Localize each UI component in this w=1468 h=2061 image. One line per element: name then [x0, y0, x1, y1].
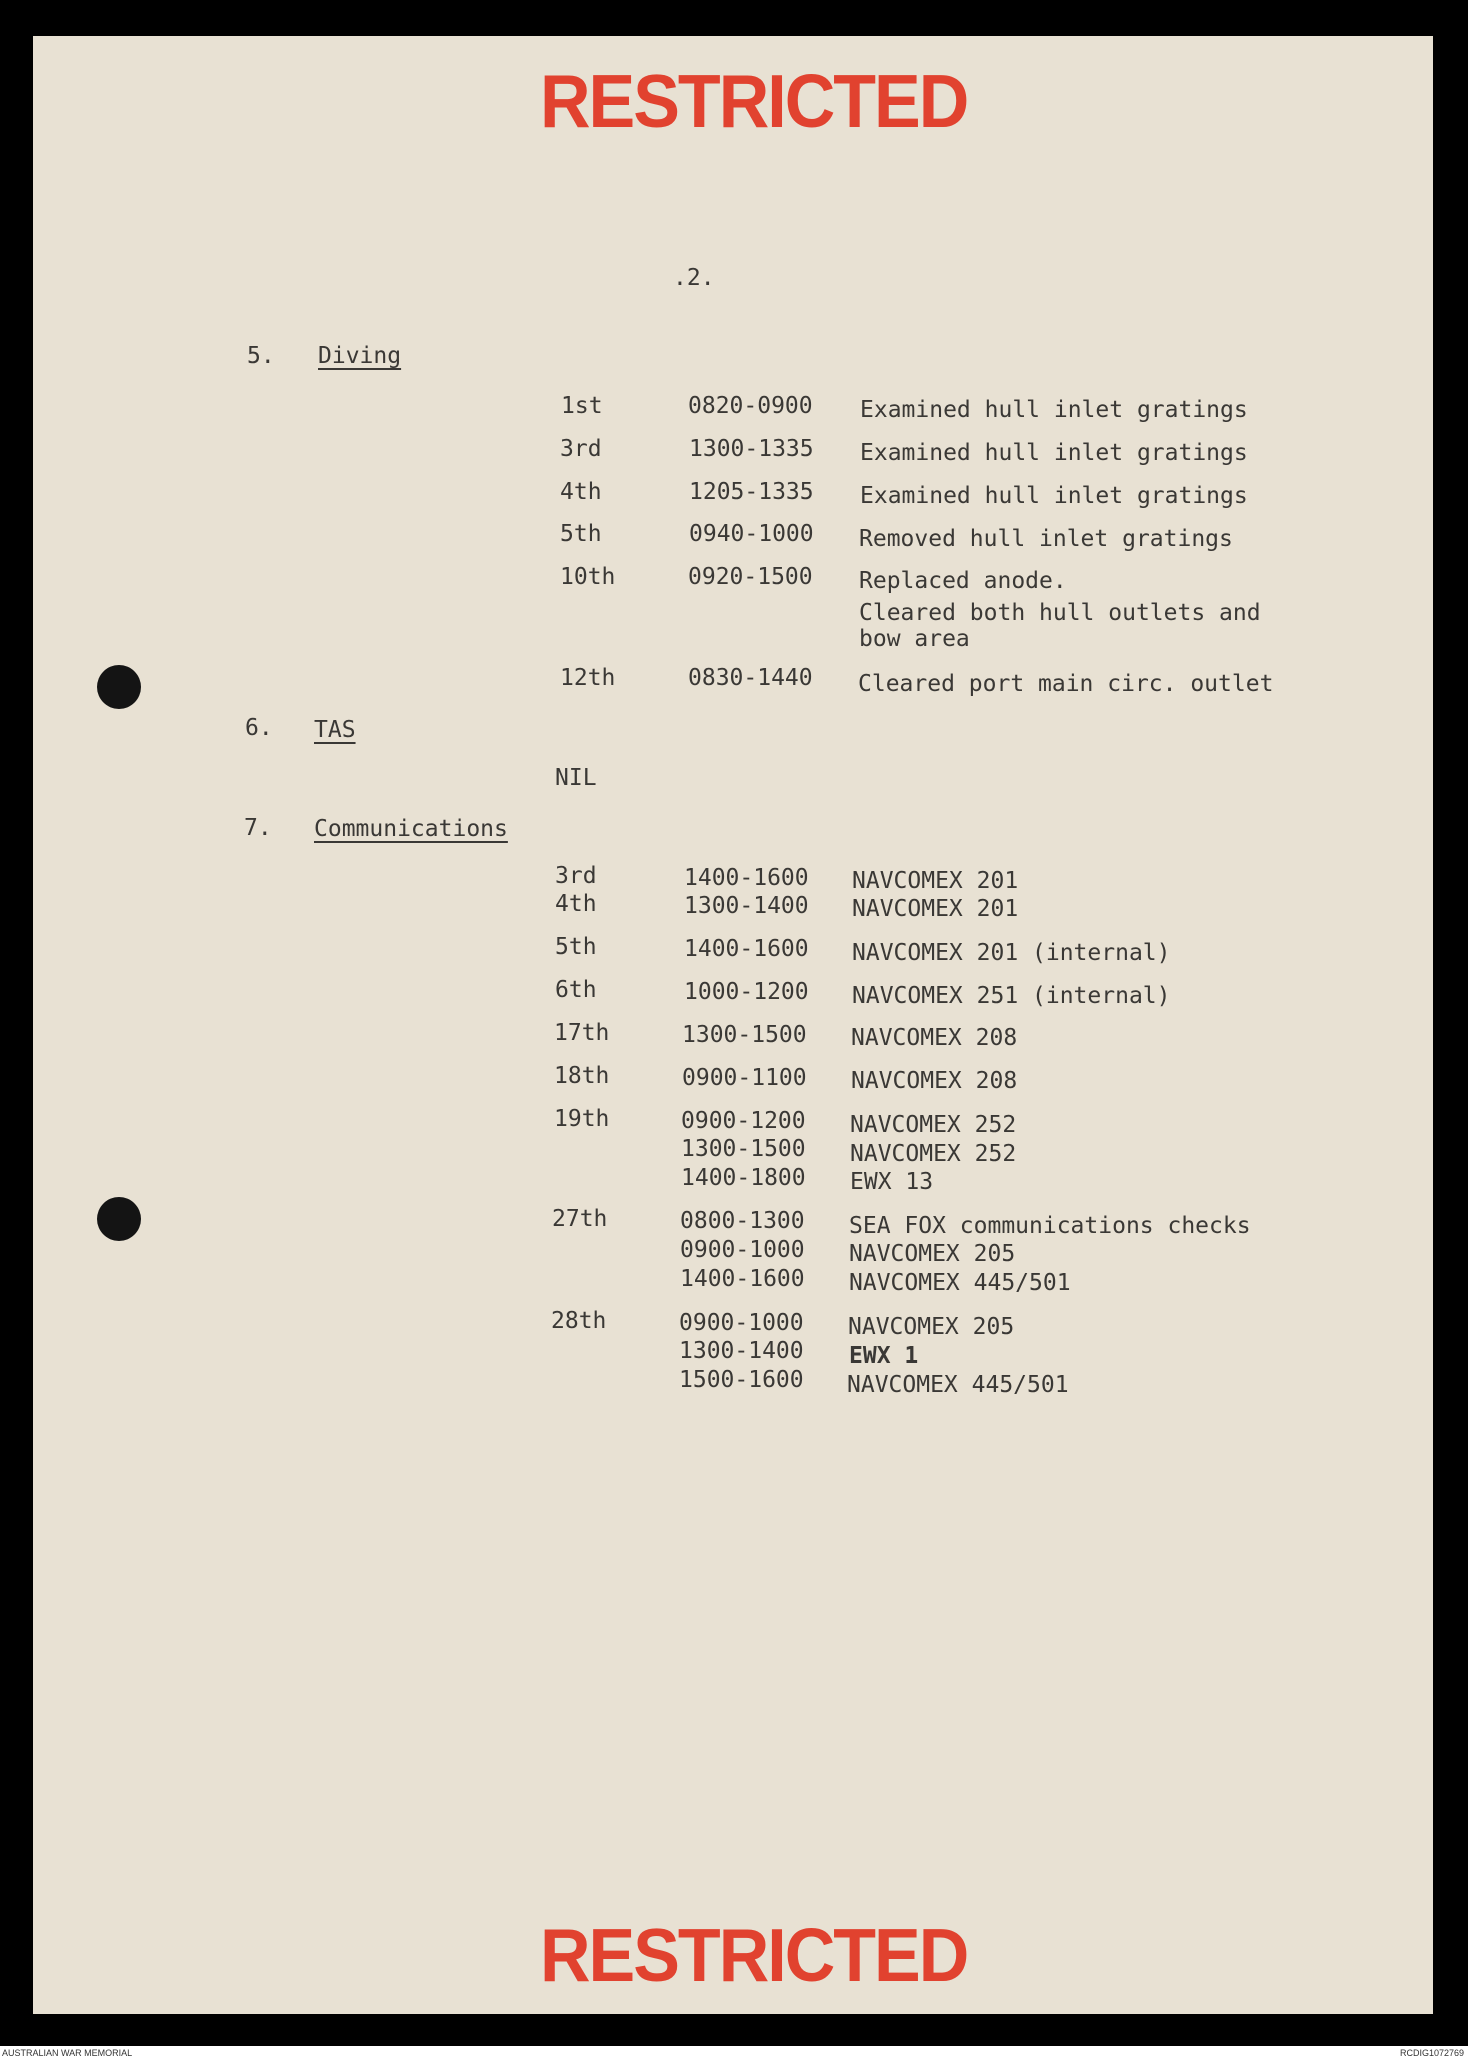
comms-desc: NAVCOMEX 201: [852, 896, 1019, 922]
section-title-diving: Diving: [318, 343, 402, 369]
comms-time: 1300-1500: [682, 1022, 807, 1048]
comms-time: 0900-1100: [682, 1065, 807, 1091]
diving-desc: Examined hull inlet gratings: [860, 397, 1248, 423]
comms-time: 1300-1500: [681, 1136, 806, 1162]
archive-reference: RCDIG1072769: [1399, 2048, 1464, 2058]
diving-time: 0820-0900: [688, 393, 813, 419]
comms-time: 1500-1600: [679, 1367, 804, 1393]
comms-day: 17th: [554, 1020, 610, 1046]
section-number-communications: 7.: [244, 815, 272, 841]
diving-day: 12th: [560, 665, 616, 691]
comms-day: 18th: [554, 1063, 610, 1089]
punch-hole-top: [97, 665, 141, 709]
comms-desc: NAVCOMEX 252: [850, 1112, 1017, 1138]
comms-desc: EWX 1: [849, 1343, 919, 1369]
diving-time: 0830-1440: [688, 665, 813, 691]
diving-day: 10th: [560, 564, 616, 590]
comms-day: 3rd: [555, 863, 597, 889]
diving-desc: Cleared both hull outlets and: [859, 600, 1261, 626]
tas-value: NIL: [555, 765, 597, 791]
comms-time: 0800-1300: [680, 1208, 805, 1234]
diving-desc: bow area: [859, 626, 970, 652]
diving-day: 1st: [561, 393, 603, 419]
comms-desc: NAVCOMEX 445/501: [849, 1270, 1071, 1296]
comms-time: 1400-1600: [684, 865, 809, 891]
comms-desc: NAVCOMEX 208: [851, 1068, 1018, 1094]
comms-day: 27th: [552, 1206, 608, 1232]
diving-desc: Examined hull inlet gratings: [860, 483, 1248, 509]
comms-time: 1300-1400: [684, 893, 809, 919]
comms-desc: NAVCOMEX 252: [850, 1141, 1017, 1167]
comms-time: 1400-1800: [681, 1165, 806, 1191]
comms-day: 6th: [555, 977, 597, 1003]
section-number-diving: 5.: [247, 343, 275, 369]
restricted-stamp-bottom: RESTRICTED: [540, 1912, 968, 1998]
restricted-stamp-top: RESTRICTED: [540, 58, 968, 144]
diving-time: 0920-1500: [688, 564, 813, 590]
diving-desc: Removed hull inlet gratings: [859, 526, 1233, 552]
diving-day: 5th: [560, 521, 602, 547]
page-number: .2.: [673, 265, 715, 291]
comms-time: 0900-1000: [680, 1237, 805, 1263]
diving-desc: Examined hull inlet gratings: [860, 440, 1248, 466]
comms-desc: NAVCOMEX 205: [848, 1314, 1015, 1340]
punch-hole-bottom: [97, 1197, 141, 1241]
comms-day: 19th: [554, 1106, 610, 1132]
archive-credit: AUSTRALIAN WAR MEMORIAL: [2, 2048, 133, 2058]
diving-time: 1300-1335: [689, 436, 814, 462]
comms-time: 1300-1400: [679, 1338, 804, 1364]
comms-day: 4th: [555, 891, 597, 917]
comms-time: 0900-1200: [681, 1108, 806, 1134]
comms-desc: NAVCOMEX 201: [852, 868, 1019, 894]
comms-time: 1400-1600: [680, 1266, 805, 1292]
comms-time: 1400-1600: [684, 936, 809, 962]
section-number-tas: 6.: [245, 715, 273, 741]
section-title-communications: Communications: [314, 816, 508, 842]
comms-desc: NAVCOMEX 205: [849, 1241, 1016, 1267]
comms-desc: NAVCOMEX 201 (internal): [852, 940, 1171, 966]
comms-time: 1000-1200: [684, 979, 809, 1005]
comms-desc: NAVCOMEX 208: [851, 1025, 1018, 1051]
comms-desc: NAVCOMEX 251 (internal): [852, 983, 1171, 1009]
section-title-tas: TAS: [314, 717, 356, 743]
diving-time: 0940-1000: [689, 521, 814, 547]
comms-desc: SEA FOX communications checks: [849, 1213, 1251, 1239]
comms-time: 0900-1000: [679, 1310, 804, 1336]
archive-footer: [0, 2046, 1468, 2061]
diving-desc: Cleared port main circ. outlet: [858, 671, 1274, 697]
comms-desc: NAVCOMEX 445/501: [847, 1372, 1069, 1398]
diving-desc: Replaced anode.: [859, 568, 1067, 594]
diving-day: 3rd: [560, 436, 602, 462]
comms-day: 5th: [555, 934, 597, 960]
diving-day: 4th: [560, 479, 602, 505]
diving-time: 1205-1335: [689, 479, 814, 505]
comms-desc: EWX 13: [850, 1169, 934, 1195]
comms-day: 28th: [551, 1308, 607, 1334]
